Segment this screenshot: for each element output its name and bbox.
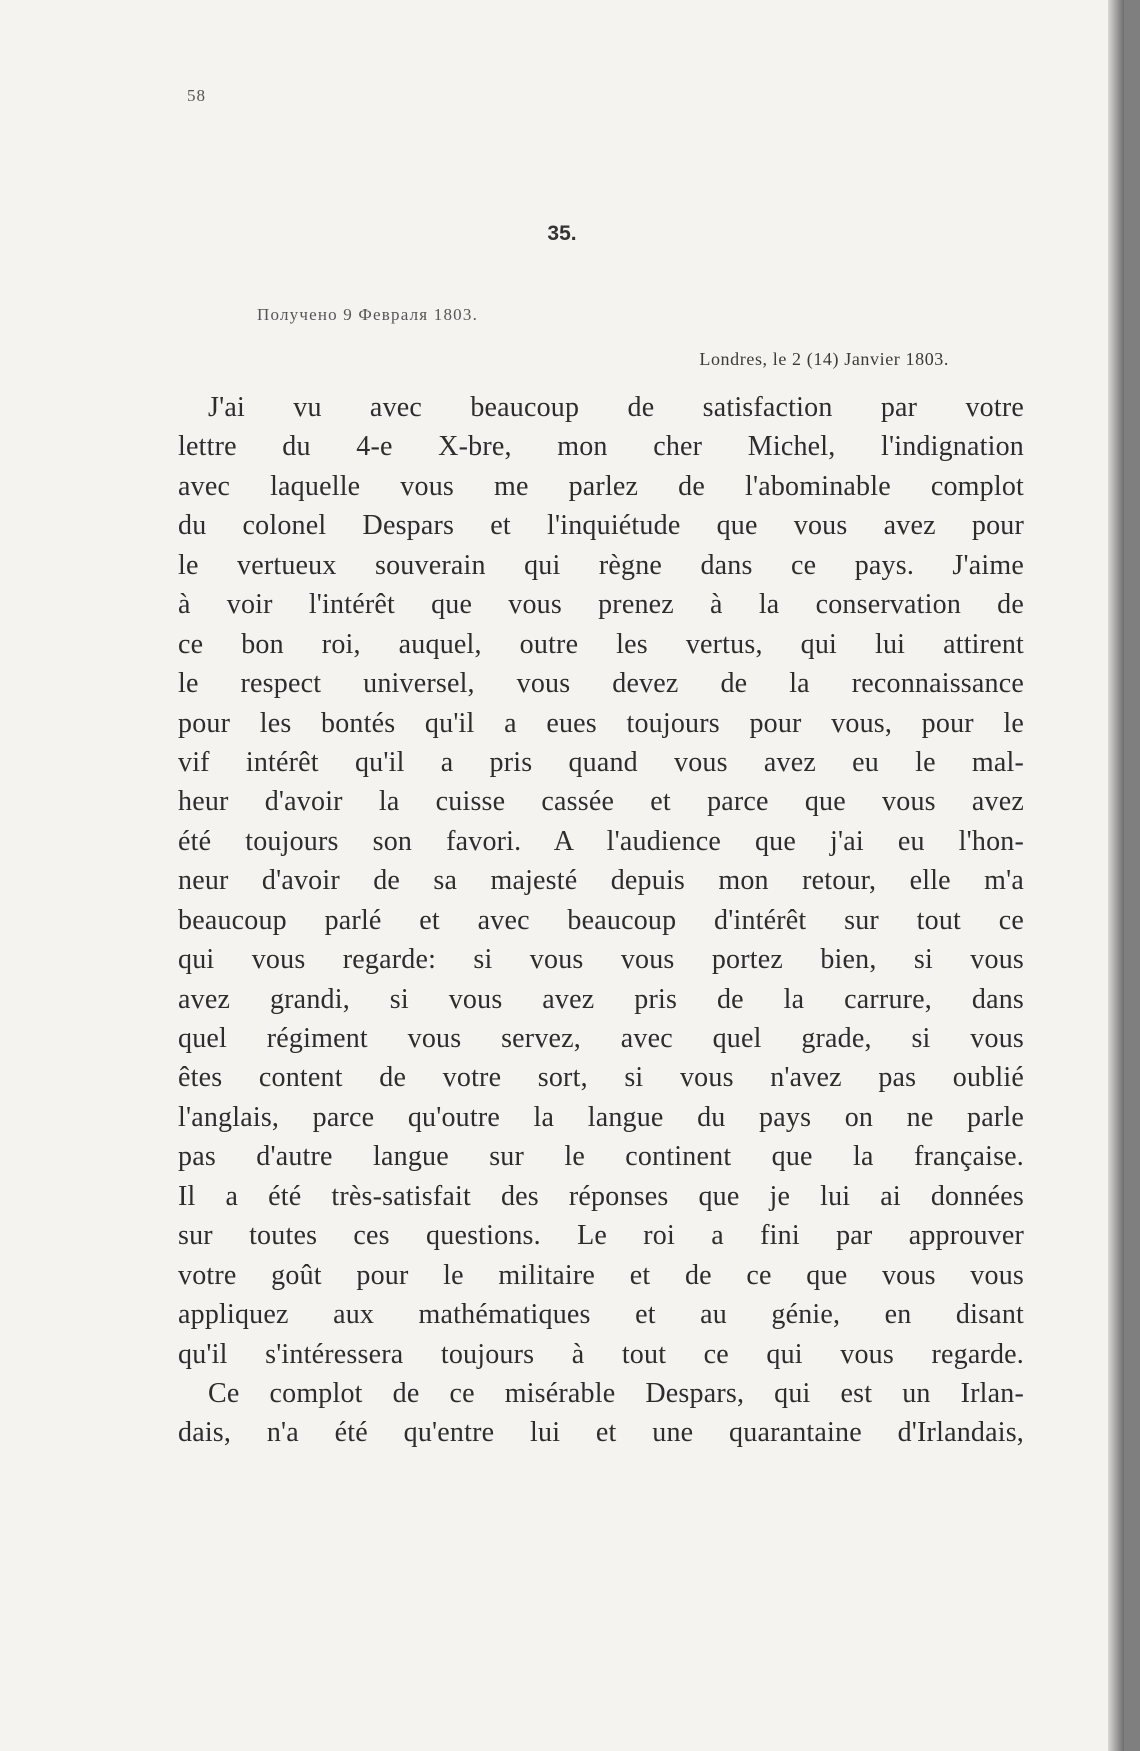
text-line: qui vous regarde: si vous vous portez bien, si vous <box>178 944 1024 976</box>
received-date-note: Получено 9 Февраля 1803. <box>257 305 479 324</box>
text-line: Il a été très-satisfait des réponses que je lui ai données <box>178 1180 1024 1212</box>
text-line: Ce complot de ce misérable Despars, qui est un Irlan- <box>208 1377 1024 1409</box>
text-line: vif intérêt qu'il a pris quand vous avez eu le mal- <box>178 746 1024 778</box>
text-line: beaucoup parlé et avec beaucoup d'intérêt sur tout ce <box>178 904 1024 936</box>
text-line: l'anglais, parce qu'outre la langue du pays on ne parle <box>178 1101 1024 1133</box>
text-line: votre goût pour le militaire et de ce que vous vous <box>178 1259 1024 1291</box>
text-line: avec laquelle vous me parlez de l'abominable complot <box>178 470 1024 502</box>
text-line: à voir l'intérêt que vous prenez à la conservation de <box>178 589 1024 621</box>
text-line: qu'il s'intéressera toujours à tout ce qui vous regarde. <box>178 1338 1024 1370</box>
text-line: heur d'avoir la cuisse cassée et parce que vous avez <box>178 786 1024 818</box>
page-number: 58 <box>187 86 206 105</box>
text-line: sur toutes ces questions. Le roi a fini par approuver <box>178 1220 1024 1252</box>
text-line: neur d'avoir de sa majesté depuis mon retour, elle m'a <box>178 865 1024 897</box>
page-edge-shadow <box>1108 0 1124 1751</box>
text-line: appliquez aux mathématiques et au génie, en disant <box>178 1299 1024 1331</box>
text-line: êtes content de votre sort, si vous n'avez pas oublié <box>178 1062 1024 1094</box>
letter-dateline: Londres, le 2 (14) Janvier 1803. <box>699 349 949 369</box>
text-line: le respect universel, vous devez de la reconnaissance <box>178 668 1024 700</box>
text-line: J'ai vu avec beaucoup de satisfaction par votre <box>208 392 1024 423</box>
text-line: du colonel Despars et l'inquiétude que vous avez pour <box>178 510 1024 542</box>
text-line: pour les bontés qu'il a eues toujours pour vous, pour le <box>178 707 1024 739</box>
text-line: lettre du 4-e X-bre, mon cher Michel, l'indignation <box>178 431 1024 463</box>
text-line: le vertueux souverain qui règne dans ce pays. J'aime <box>178 549 1024 581</box>
text-line: dais, n'a été qu'entre lui et une quarantaine d'Irlandais, <box>178 1417 1024 1449</box>
letter-body <box>178 388 1024 1453</box>
text-line: ce bon roi, auquel, outre les vertus, qui lui attirent <box>178 628 1024 660</box>
text-line: pas d'autre langue sur le continent que la française. <box>178 1141 1024 1173</box>
text-line: été toujours son favori. A l'audience que j'ai eu l'hon- <box>178 825 1024 857</box>
letter-number-heading: 35. <box>547 222 577 245</box>
text-line: avez grandi, si vous avez pris de la carrure, dans <box>178 983 1024 1015</box>
text-line: quel régiment vous servez, avec quel grade, si vous <box>178 1023 1024 1054</box>
